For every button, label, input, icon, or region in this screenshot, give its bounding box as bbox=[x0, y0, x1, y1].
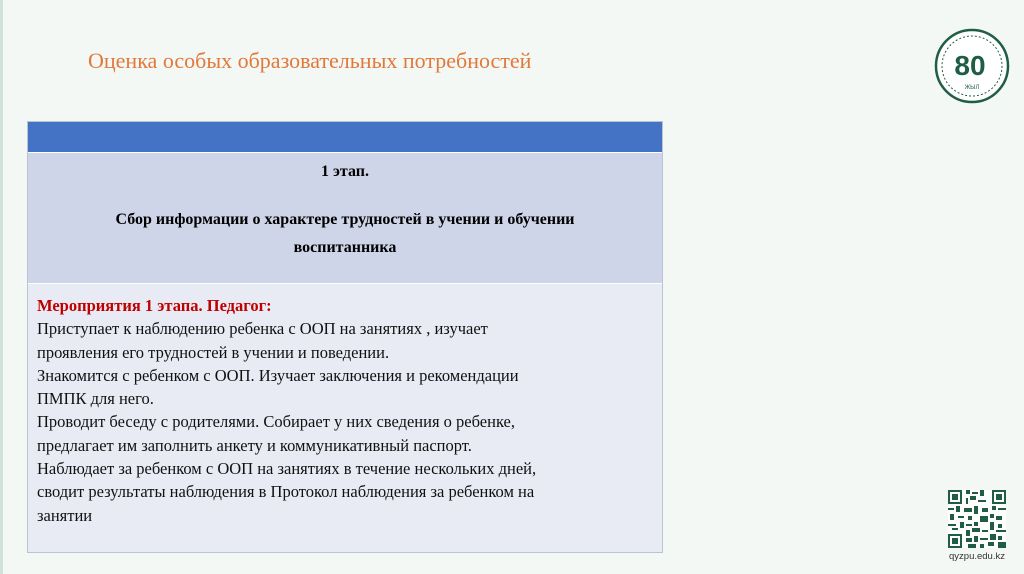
site-url: qyzpu.edu.kz bbox=[949, 551, 1005, 562]
events-line: Проводит беседу с родителями. Собирает у них сведения о ребенке, bbox=[37, 412, 515, 432]
events-line: Наблюдает за ребенком с ООП на занятиях в течение нескольких дней, bbox=[37, 459, 537, 479]
university-80-years-logo bbox=[934, 28, 1010, 104]
events-line: Приступает к наблюдению ребенка с ООП на занятиях , изучает bbox=[37, 319, 488, 339]
events-line: Знакомится с ребенком с ООП. Изучает заключения и рекомендации bbox=[37, 365, 519, 385]
stage-description: Сбор информации о характере трудностей в учении и обучении воспитанника bbox=[115, 211, 575, 256]
table-header-bar bbox=[28, 122, 662, 153]
qr-code bbox=[948, 490, 1006, 548]
stage-cell bbox=[28, 153, 662, 284]
stage-number: 1 этап. bbox=[321, 163, 369, 180]
events-line: предлагает им заполнить анкету и коммуникативный паспорт. bbox=[37, 435, 472, 455]
events-cell bbox=[28, 284, 662, 552]
logo-caption: ЖЫЛ bbox=[964, 85, 980, 91]
events-line: проявления его трудностей в учении и поведении. bbox=[37, 342, 390, 362]
events-line: ПМПК для него. bbox=[37, 389, 154, 409]
slide-title: Оценка особых образовательных потребностей bbox=[88, 48, 532, 73]
logo-number: 80 bbox=[954, 50, 986, 81]
assessment-table bbox=[27, 121, 663, 553]
events-title: Мероприятия 1 этапа. Педагог: bbox=[37, 296, 272, 315]
events-line: сводит результаты наблюдения в Протокол наблюдения за ребенком на bbox=[37, 482, 535, 502]
events-line: занятии bbox=[37, 505, 93, 525]
